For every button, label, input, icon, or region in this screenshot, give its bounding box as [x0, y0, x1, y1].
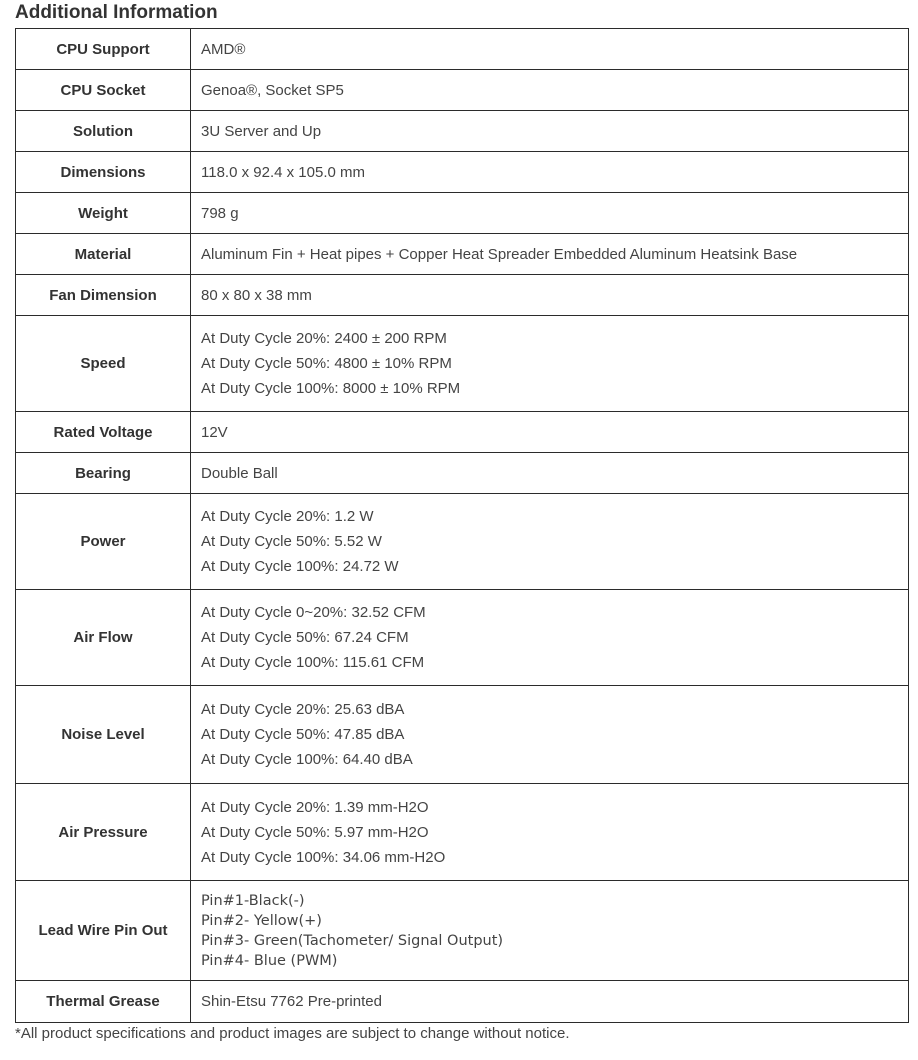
- row-value: [191, 453, 909, 494]
- section-title: Additional Information: [15, 2, 218, 23]
- row-value: [191, 111, 909, 152]
- table-row: [16, 111, 909, 152]
- spec-table: [15, 28, 909, 1023]
- table-row: [16, 275, 909, 316]
- table-row: [16, 981, 909, 1023]
- value-line: At Duty Cycle 100%: 115.61 CFM: [201, 654, 425, 671]
- table-row: [16, 234, 909, 275]
- row-value: [191, 70, 909, 111]
- row-label: Solution: [16, 111, 191, 152]
- table-row: [16, 412, 909, 453]
- value-line: At Duty Cycle 100%: 34.06 mm-H2O: [201, 848, 446, 866]
- row-value: [191, 316, 909, 412]
- row-value: [191, 686, 909, 784]
- value-line: Pin#1-Black(-): [201, 892, 305, 909]
- value-line: 118.0 x 92.4 x 105.0 mm: [201, 163, 365, 181]
- row-value: [191, 412, 909, 453]
- value-line: Genoa®, Socket SP5: [201, 81, 344, 99]
- disclaimer-footnote: *All product specifications and product images are subject to change without notice.: [15, 1025, 570, 1042]
- row-label: Rated Voltage: [16, 412, 191, 453]
- row-label: Air Pressure: [16, 784, 191, 881]
- value-line: Aluminum Fin + Heat pipes + Copper Heat Spreader Embedded Aluminum Heatsink Base: [201, 245, 798, 263]
- row-label: Noise Level: [16, 686, 191, 784]
- row-value: [191, 29, 909, 70]
- row-value: [191, 881, 909, 981]
- value-line: Pin#2- Yellow(+): [201, 912, 322, 929]
- row-value: [191, 981, 909, 1023]
- row-label: Fan Dimension: [16, 275, 191, 316]
- row-label: Material: [16, 234, 191, 275]
- value-line: At Duty Cycle 100%: 24.72 W: [201, 558, 399, 575]
- row-label: Bearing: [16, 453, 191, 494]
- row-label: Air Flow: [16, 590, 191, 686]
- table-row: [16, 686, 909, 784]
- value-line: At Duty Cycle 100%: 8000 ± 10% RPM: [201, 380, 461, 397]
- table-row: [16, 453, 909, 494]
- table-row: [16, 590, 909, 686]
- value-line: 798 g: [201, 204, 239, 222]
- value-line: AMD®: [201, 40, 246, 58]
- value-line: At Duty Cycle 20%: 1.39 mm-H2O: [201, 798, 429, 816]
- value-line: At Duty Cycle 100%: 64.40 dBA: [201, 751, 413, 768]
- table-row: [16, 316, 909, 412]
- row-label: CPU Support: [16, 29, 191, 70]
- row-label: Lead Wire Pin Out: [16, 881, 191, 981]
- row-label: Weight: [16, 193, 191, 234]
- row-value: [191, 152, 909, 193]
- row-value: [191, 275, 909, 316]
- row-label: Speed: [16, 316, 191, 412]
- value-line: At Duty Cycle 20%: 1.2 W: [201, 508, 374, 525]
- row-label: CPU Socket: [16, 70, 191, 111]
- table-row: [16, 784, 909, 881]
- value-line: 3U Server and Up: [201, 122, 322, 140]
- value-line: Shin-Etsu 7762 Pre-printed: [201, 993, 382, 1010]
- table-row: [16, 29, 909, 70]
- row-label: Thermal Grease: [16, 981, 191, 1023]
- table-row: [16, 193, 909, 234]
- value-line: At Duty Cycle 50%: 67.24 CFM: [201, 629, 409, 646]
- value-line: At Duty Cycle 0~20%: 32.52 CFM: [201, 604, 426, 621]
- value-line: At Duty Cycle 50%: 4800 ± 10% RPM: [201, 355, 452, 372]
- value-line: Pin#3- Green(Tachometer/ Signal Output): [201, 932, 504, 949]
- value-line: At Duty Cycle 50%: 47.85 dBA: [201, 726, 405, 743]
- value-line: Double Ball: [201, 464, 278, 482]
- row-value: [191, 494, 909, 590]
- row-label: Dimensions: [16, 152, 191, 193]
- value-line: 12V: [201, 423, 228, 441]
- row-value: [191, 234, 909, 275]
- value-line: At Duty Cycle 20%: 25.63 dBA: [201, 701, 405, 718]
- value-line: At Duty Cycle 50%: 5.52 W: [201, 533, 382, 550]
- row-value: [191, 784, 909, 881]
- value-line: At Duty Cycle 20%: 2400 ± 200 RPM: [201, 330, 447, 347]
- table-row: [16, 494, 909, 590]
- table-row: [16, 152, 909, 193]
- value-line: At Duty Cycle 50%: 5.97 mm-H2O: [201, 823, 429, 841]
- value-line: Pin#4- Blue (PWM): [201, 952, 338, 969]
- table-row: [16, 881, 909, 981]
- value-line: 80 x 80 x 38 mm: [201, 286, 312, 304]
- row-value: [191, 590, 909, 686]
- row-value: [191, 193, 909, 234]
- table-row: [16, 70, 909, 111]
- row-label: Power: [16, 494, 191, 590]
